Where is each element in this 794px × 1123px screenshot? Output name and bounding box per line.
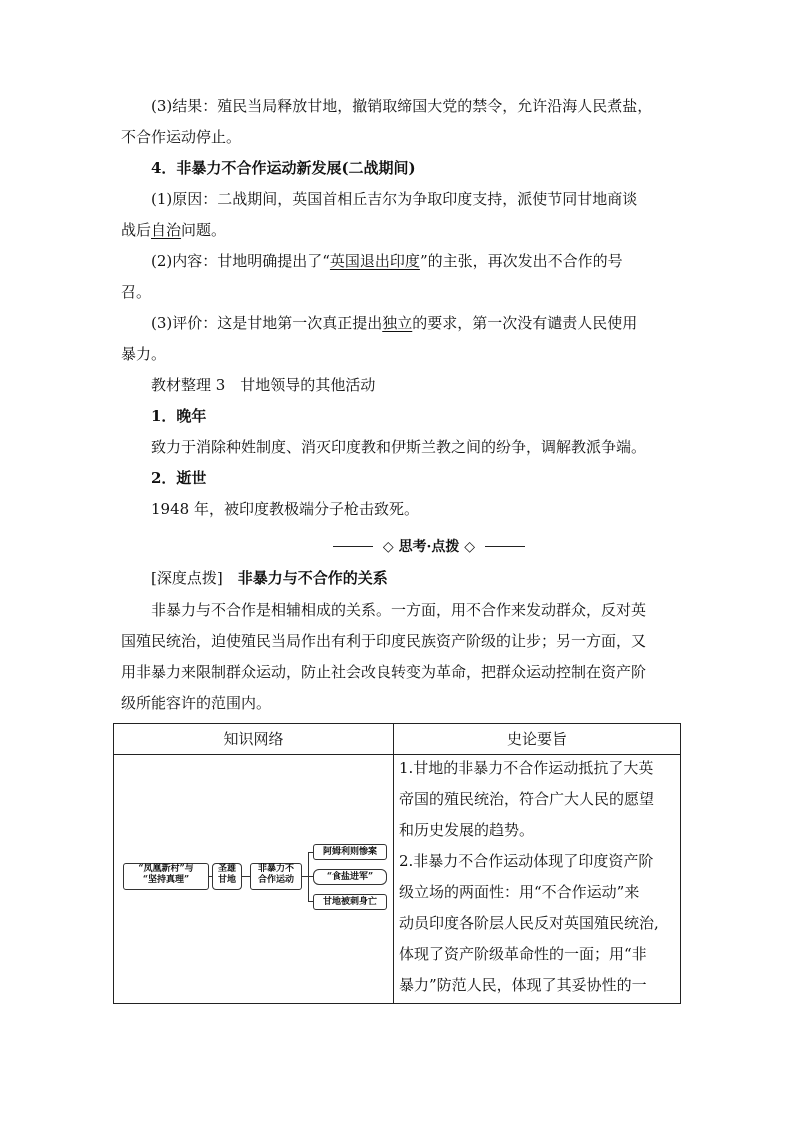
connector-3 (301, 876, 308, 877)
reason-line-1: (1)原因：二战期间，英国首相丘吉尔为争取印度支持，派使节同甘地商谈 (151, 190, 638, 208)
point-line-4: 2.非暴力不合作运动体现了印度资产阶 (399, 852, 654, 870)
reason-line-2 (121, 220, 226, 240)
evaluation-line-2: 暴力。 (121, 345, 167, 363)
event-amritsar-node: 阿姆利则惨案 (313, 844, 387, 860)
point-line-3: 和历史发展的趋势。 (399, 821, 535, 839)
independence-underlined: 独立 (382, 314, 413, 332)
result-line-1: (3)结果：殖民当局释放甘地，撤销取缔国大党的禁令，允许沿海人民煮盐， (151, 97, 653, 115)
divider-text: 思考·点拨 (398, 539, 460, 555)
saint-line-1: 圣雄 (217, 864, 236, 874)
content-line-1 (151, 251, 623, 271)
event-salt-march-node: “食盐进军” (313, 869, 387, 885)
late-years-title: 1．晚年 (151, 407, 207, 425)
death-body: 1948 年，被印度教极端分子枪击致死。 (151, 500, 419, 518)
point-line-8: 暴力”防范人民，体现了其妥协性的一 (399, 976, 647, 994)
death-title: 2．逝世 (151, 469, 207, 487)
point-line-2: 帝国的殖民统治，符合广大人民的愿望 (399, 790, 655, 808)
point-line-6: 动员印度各阶层人民反对英国殖民统治, (399, 914, 659, 932)
late-years-body: 致力于消除种姓制度、消灭印度教和伊斯兰教之间的纷争，调解教派争端。 (151, 438, 647, 456)
root-line-1: “凤凰新村”与 (138, 864, 194, 874)
point-line-7: 体现了资产阶级革命性的一面；用“非 (399, 945, 647, 963)
deep-line-2: 国殖民统治，迫使殖民当局作出有利于印度民族资产阶级的让步；另一方面，又 (121, 632, 647, 650)
point-line-1: 1.甘地的非暴力不合作运动抵抗了大英 (399, 759, 654, 777)
diagram-gandhi-node (212, 863, 242, 890)
content-text-a: (2)内容：甘地明确提出了“ (151, 252, 330, 270)
movement-line-2: 合作运动 (257, 875, 294, 885)
reason-text-a: 战后 (121, 221, 152, 239)
section-heading-4: 4．非暴力不合作运动新发展(二战期间) (151, 159, 416, 177)
movement-line-1: 非暴力不 (257, 864, 294, 874)
reason-text-b: 问题。 (181, 221, 227, 239)
summary-table (113, 723, 681, 1004)
divider-label: ◇ 思考·点拨 ◇ (382, 539, 476, 555)
root-line-2: “坚持真理” (142, 875, 190, 885)
section-3-title: 教材整理 3 甘地领导的其他活动 (151, 376, 376, 394)
autonomy-underlined: 自治 (151, 221, 182, 239)
think-divider (333, 537, 525, 557)
deep-title-line (151, 568, 388, 588)
content-text-b: ”的主张，再次发出不合作的号 (419, 252, 623, 270)
result-line-2: 不合作运动停止。 (121, 128, 242, 146)
point-line-5: 级立场的两面性：用“不合作运动”来 (399, 883, 640, 901)
connector-2 (241, 876, 250, 877)
evaluation-line-1 (151, 313, 637, 333)
content-line-2: 召。 (121, 283, 152, 301)
deep-line-3: 用非暴力来限制群众运动，防止社会改良转变为革命，把群众运动控制在资产阶 (121, 663, 647, 681)
deep-line-1: 非暴力与不合作是相辅相成的关系。一方面，用不合作来发动群众，反对英 (151, 601, 647, 619)
diagram-root-node (123, 863, 209, 890)
saint-line-2: 甘地 (217, 875, 236, 885)
event-assassination-node: 甘地被刺身亡 (313, 894, 387, 910)
knowledge-diagram-cell (114, 755, 394, 1004)
deep-label: [深度点拨] (151, 569, 223, 587)
header-history-points: 史论要旨 (394, 724, 681, 755)
diagram-movement-node (250, 863, 302, 890)
header-knowledge-network: 知识网络 (114, 724, 394, 755)
deep-title: 非暴力与不合作的关系 (237, 569, 388, 587)
history-points-cell (394, 755, 681, 1004)
evaluation-text-a: (3)评价：这是甘地第一次真正提出 (151, 314, 383, 332)
quit-india-underlined: 英国退出印度 (329, 252, 420, 270)
deep-line-4: 级所能容许的范围内。 (121, 694, 272, 712)
evaluation-text-b: 的要求，第一次没有谴责人民使用 (412, 314, 638, 332)
